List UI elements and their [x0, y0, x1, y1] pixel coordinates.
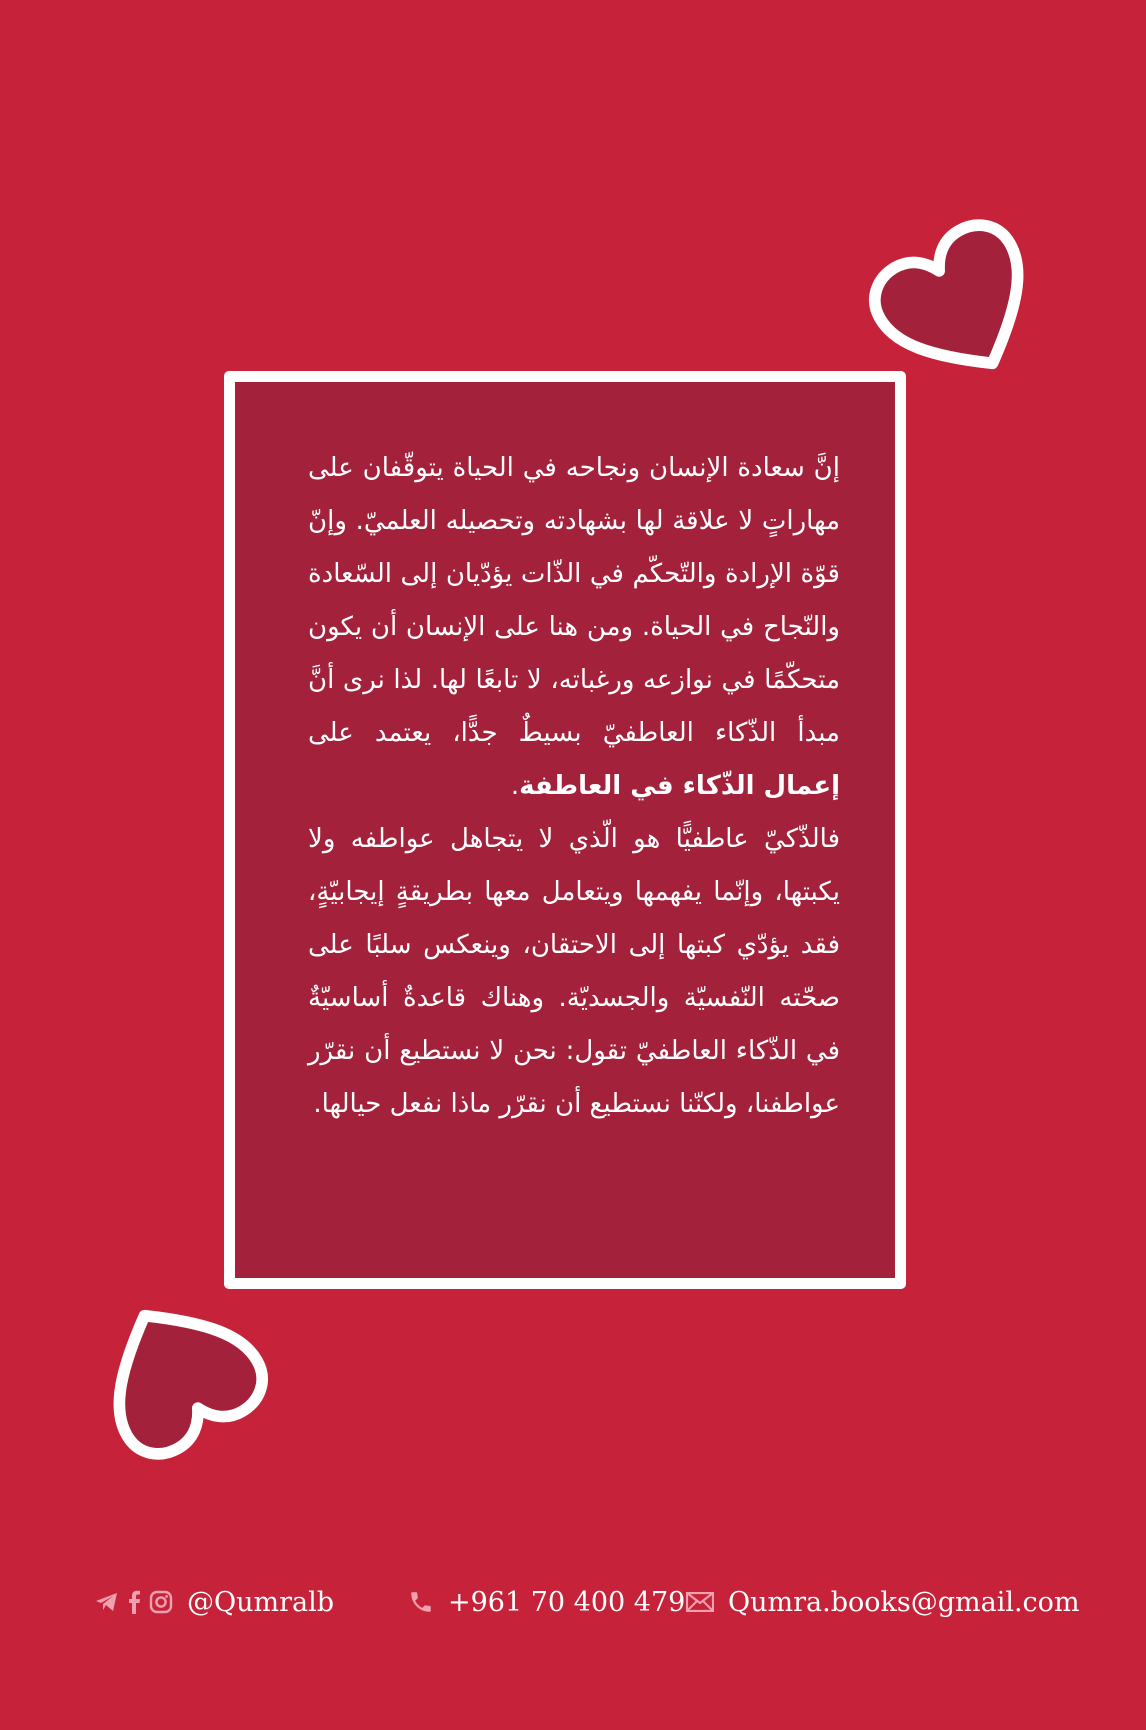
text-panel	[224, 371, 906, 1289]
telegram-icon[interactable]	[95, 1591, 119, 1613]
phone-contact	[408, 1578, 685, 1626]
instagram-icon[interactable]	[149, 1590, 173, 1614]
panel-text	[308, 442, 840, 1131]
social-handle[interactable]: @Qumralb	[187, 1586, 335, 1618]
phone-number[interactable]: +961 70 400 479	[448, 1586, 686, 1618]
email-contact	[686, 1578, 1080, 1626]
paragraph-1-text: إنَّ سعادة الإنسان ونجاحه في الحياة يتوقّفان على مهاراتٍ لا علاقة لها بشهادته وتحصيله العلميّ. وإنّ قوّة الإرادة والتّحكّم في الذّات يؤدّيان إلى السّعادة والنّجاح في الحياة. ومن هنا على الإنسان أن يكون متحكّمًا في نوازعه ورغباته، لا تابعًا لها. لذا نرى أنَّ مبدأ الذّكاء العاطفيّ بسيطٌ جدًّا، يعتمد على	[308, 453, 840, 748]
email-address[interactable]: Qumra.books@gmail.com	[728, 1586, 1080, 1618]
social-links	[95, 1578, 334, 1626]
paragraph-2: فالذّكيّ عاطفيًّا هو الّذي لا يتجاهل عواطفه ولا يكبتها، وإنّما يفهمها ويتعامل معها بطريقةٍ إيجابيّةٍ، فقد يؤدّي كبتها إلى الاحتقان، وينعكس سلبًا على صحّته النّفسيّة والجسديّة. وهناك قاعدةٌ أساسيّةٌ في الذّكاء العاطفيّ تقول: نحن لا نستطيع أن نقرّر عواطفنا، ولكنّنا نستطيع أن نقرّر ماذا نفعل حيالها.	[308, 824, 840, 1119]
facebook-icon[interactable]	[127, 1590, 141, 1614]
heart-decoration-bottom	[66, 1265, 288, 1480]
envelope-icon	[686, 1592, 714, 1612]
paragraph-1	[308, 442, 840, 813]
phone-icon	[408, 1589, 434, 1615]
heart-icon	[66, 1265, 288, 1480]
paragraph-1-end: .	[510, 771, 520, 801]
paragraph-1-bold: إعمال الذّكاء في العاطفة	[519, 771, 840, 801]
footer	[0, 1578, 1146, 1626]
